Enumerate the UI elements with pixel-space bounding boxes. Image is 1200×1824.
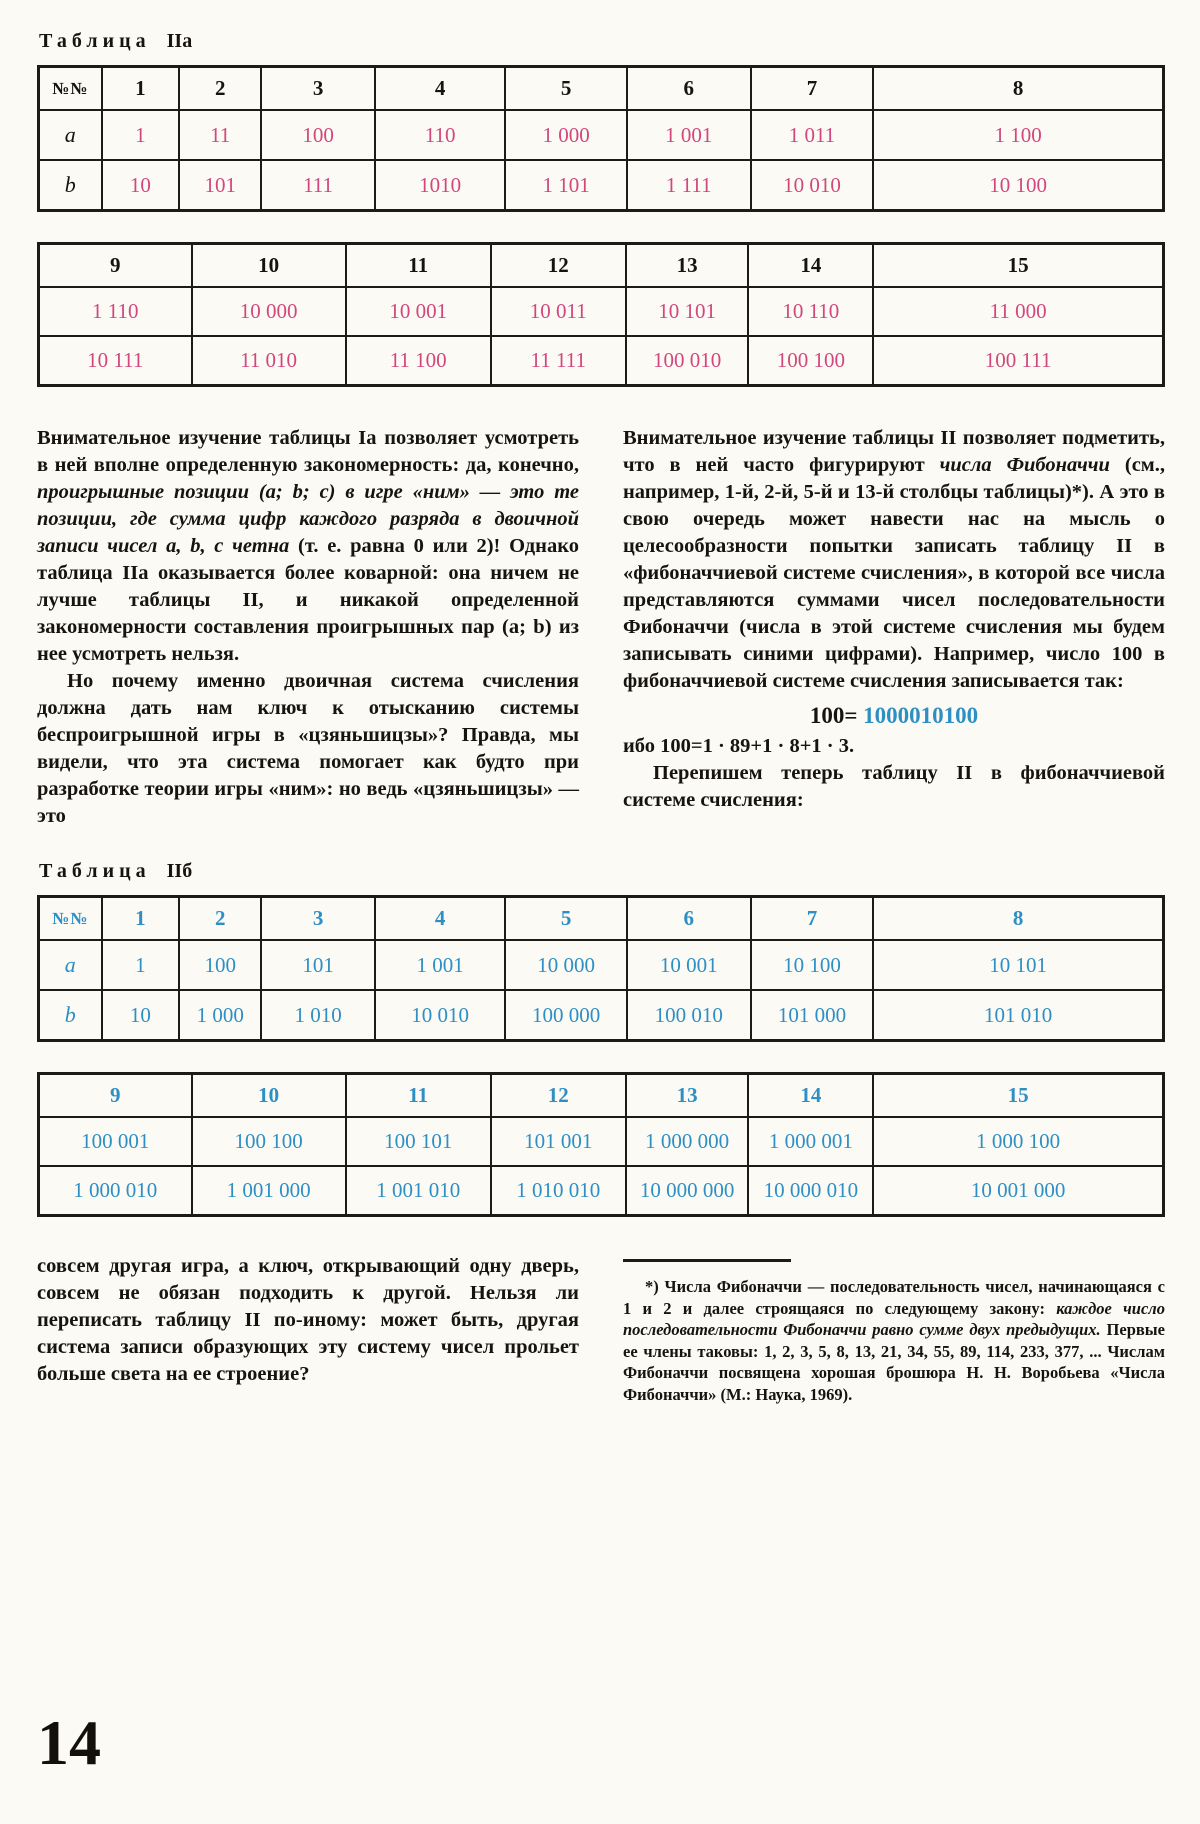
caption-id: IIа (166, 30, 193, 52)
header-cell: 12 (491, 1074, 626, 1118)
table-row-b (39, 990, 1164, 1041)
table-row-a (39, 1117, 1164, 1166)
value-cell: 10 100 (751, 940, 874, 990)
paragraph: Внимательное изучение таблицы II позволяет подметить, что в ней часто фигурируют числа Фибоначчи (см., например, 1-й, 2-й, 5-й и 13-й столбцы таблицы)*). А это в свою очередь может навести нас на мысль о целесообразности попытки записать таблицу II в «фибоначчиевой системе счисления», в которой все числа представляются суммами чисел последовательности Фибоначчи (числа в этой системе счисления мы будем записывать синими цифрами). Например, число 100 в фибоначчиевой системе счисления записывается так: (623, 427, 1166, 692)
value-cell: 100 111 (873, 336, 1163, 386)
value-cell: 1 000 (505, 110, 627, 160)
value-cell: 10 000 000 (626, 1166, 749, 1216)
value-cell: 1 000 000 (626, 1117, 749, 1166)
table-row-b (39, 160, 1164, 211)
value-cell: 11 (179, 110, 261, 160)
table-iia-caption (39, 30, 1165, 53)
header-cell: 1 (102, 67, 180, 111)
value-cell: 10 000 010 (748, 1166, 873, 1216)
header-cell: 10 (192, 244, 346, 288)
header-cell: 8 (873, 67, 1163, 111)
value-cell: 1010 (375, 160, 506, 211)
value-cell: 1 001 010 (346, 1166, 491, 1216)
header-cell: 11 (346, 1074, 491, 1118)
caption-word: Таблица (39, 860, 151, 882)
bottom-left-column (37, 1253, 579, 1405)
row-label-cell: b (39, 990, 102, 1041)
table-header-row (39, 897, 1164, 941)
value-cell: 11 010 (192, 336, 346, 386)
table-header-row (39, 244, 1164, 288)
value-cell: 10 001 (346, 287, 491, 336)
row-label-cell: a (39, 110, 102, 160)
value-cell: 10 111 (39, 336, 192, 386)
header-cell: 14 (748, 1074, 873, 1118)
paragraph: Внимательное изучение таблицы Iа позволяет усмотреть в ней вполне определенную закономерность: да, конечно, проигрышные позиции (a; b; c) в игре «ним» — это те позиции, где сумма цифр каждого разряда в двоичной записи чисел a, b, c четна (т. е. равна 0 или 2)! Однако таблица IIа оказывается более коварной: она ничем не лучше таблицы II, и никакой определенной закономерности составления проигрышных пар (a; b) из нее усмотреть нельзя. (37, 427, 579, 665)
article-columns (37, 425, 1165, 830)
value-cell: 100 010 (626, 336, 749, 386)
value-cell: 100 (179, 940, 261, 990)
value-cell: 100 100 (748, 336, 873, 386)
value-cell: 11 111 (491, 336, 626, 386)
value-cell: 10 010 (751, 160, 874, 211)
table-iib-part1 (37, 895, 1165, 1042)
header-cell: 6 (627, 67, 751, 111)
table-row-b (39, 1166, 1164, 1216)
value-cell: 1 001 (627, 110, 751, 160)
value-cell: 1 101 (505, 160, 627, 211)
table-header-row (39, 67, 1164, 111)
table-iib-part2 (37, 1072, 1165, 1217)
table-row-a (39, 110, 1164, 160)
header-cell: 9 (39, 1074, 192, 1118)
paragraph: Но почему именно двоичная система счисления должна дать нам ключ к отысканию системы беспроигрышной игры в «цзяньшицзы»? Правда, мы видели, что эта система помогает как будто при разработке теории игры «ним»: но ведь «цзяньшицзы» — это (37, 670, 579, 827)
value-cell: 11 000 (873, 287, 1163, 336)
value-cell: 1 000 100 (873, 1117, 1163, 1166)
header-cell: 4 (375, 67, 506, 111)
value-cell: 1 000 (179, 990, 261, 1041)
table-row-b (39, 336, 1164, 386)
table-iia-part1 (37, 65, 1165, 212)
header-cell: 15 (873, 244, 1163, 288)
value-cell: 10 110 (748, 287, 873, 336)
value-cell: 1 001 (375, 940, 506, 990)
value-cell: 10 101 (873, 940, 1163, 990)
header-cell: 15 (873, 1074, 1163, 1118)
left-column (37, 425, 579, 830)
value-cell: 100 100 (192, 1117, 346, 1166)
value-cell: 11 100 (346, 336, 491, 386)
header-cell: 3 (261, 67, 375, 111)
table-row-a (39, 287, 1164, 336)
header-cell: 7 (751, 67, 874, 111)
header-cell: 2 (179, 897, 261, 941)
value-cell: 101 (179, 160, 261, 211)
row-label-cell: a (39, 940, 102, 990)
page-number: 14 (37, 1707, 101, 1778)
value-cell: 10 (102, 990, 180, 1041)
caption-id: IIб (166, 860, 193, 882)
header-cell: 6 (627, 897, 751, 941)
paragraph: совсем другая игра, а ключ, открывающий одну дверь, совсем не обязан подходить к другой. Нельзя ли переписать таблицу II по-иному: может быть, другая система записи образующих эту систему чисел прольет больше света на ее строение? (37, 1255, 579, 1385)
header-cell: 13 (626, 244, 749, 288)
header-cell: 10 (192, 1074, 346, 1118)
bottom-right-column (623, 1253, 1165, 1405)
value-cell: 111 (261, 160, 375, 211)
header-cell: 14 (748, 244, 873, 288)
table-header-row (39, 1074, 1164, 1118)
value-cell: 101 (261, 940, 375, 990)
header-cell: 2 (179, 67, 261, 111)
header-cell: 9 (39, 244, 192, 288)
equation-explanation: ибо 100=1 · 89+1 · 8+1 · 3. (623, 735, 855, 757)
header-cell: 13 (626, 1074, 749, 1118)
header-cell: 4 (375, 897, 506, 941)
right-column (623, 425, 1165, 830)
footnote: *) Числа Фибоначчи — последовательность чисел, начинающаяся с 1 и 2 и далее строящаяся по следующему закону: каждое число последовательности Фибоначчи равно сумме двух предыдущих. Первые ее члены таковы: 1, 2, 3, 5, 8, 13, 21, 34, 55, 89, 114, 233, 377, ... Числам Фибоначчи посвящена хорошая брошюра Н. Н. Воробьева «Числа Фибоначчи» (М.: Наука, 1969). (623, 1277, 1166, 1404)
value-cell: 101 001 (491, 1117, 626, 1166)
value-cell: 10 000 (192, 287, 346, 336)
fibonacci-equation: 100= 1000010100 (809, 703, 979, 728)
value-cell: 10 000 (505, 940, 627, 990)
value-cell: 1 110 (39, 287, 192, 336)
value-cell: 101 010 (873, 990, 1163, 1041)
header-cell: 5 (505, 897, 627, 941)
value-cell: 100 (261, 110, 375, 160)
value-cell: 10 001 (627, 940, 751, 990)
value-cell: 1 010 010 (491, 1166, 626, 1216)
value-cell: 100 101 (346, 1117, 491, 1166)
corner-cell: №№ (39, 67, 102, 111)
header-cell: 5 (505, 67, 627, 111)
value-cell: 100 001 (39, 1117, 192, 1166)
header-cell: 11 (346, 244, 491, 288)
value-cell: 10 010 (375, 990, 506, 1041)
value-cell: 10 001 000 (873, 1166, 1163, 1216)
value-cell: 1 (102, 110, 180, 160)
header-cell: 12 (491, 244, 626, 288)
footnote-separator (623, 1259, 791, 1262)
header-cell: 3 (261, 897, 375, 941)
paragraph: Перепишем теперь таблицу II в фибоначчиевой системе счисления: (623, 762, 1165, 811)
value-cell: 1 (102, 940, 180, 990)
header-cell: 8 (873, 897, 1163, 941)
caption-word: Таблица (39, 30, 151, 52)
corner-cell: №№ (39, 897, 102, 941)
value-cell: 1 001 000 (192, 1166, 346, 1216)
value-cell: 1 111 (627, 160, 751, 211)
value-cell: 100 010 (627, 990, 751, 1041)
bottom-section (37, 1253, 1165, 1405)
value-cell: 1 100 (873, 110, 1163, 160)
value-cell: 1 000 001 (748, 1117, 873, 1166)
value-cell: 100 000 (505, 990, 627, 1041)
value-cell: 10 101 (626, 287, 749, 336)
spacer (37, 212, 1165, 242)
spacer (37, 1042, 1165, 1072)
value-cell: 10 011 (491, 287, 626, 336)
value-cell: 10 (102, 160, 180, 211)
table-iib-caption (39, 860, 1165, 883)
value-cell: 10 100 (873, 160, 1163, 211)
value-cell: 101 000 (751, 990, 874, 1041)
row-label-cell: b (39, 160, 102, 211)
table-row-a (39, 940, 1164, 990)
value-cell: 1 010 (261, 990, 375, 1041)
header-cell: 1 (102, 897, 180, 941)
value-cell: 1 011 (751, 110, 874, 160)
value-cell: 1 000 010 (39, 1166, 192, 1216)
header-cell: 7 (751, 897, 874, 941)
value-cell: 110 (375, 110, 506, 160)
table-iia-part2 (37, 242, 1165, 387)
